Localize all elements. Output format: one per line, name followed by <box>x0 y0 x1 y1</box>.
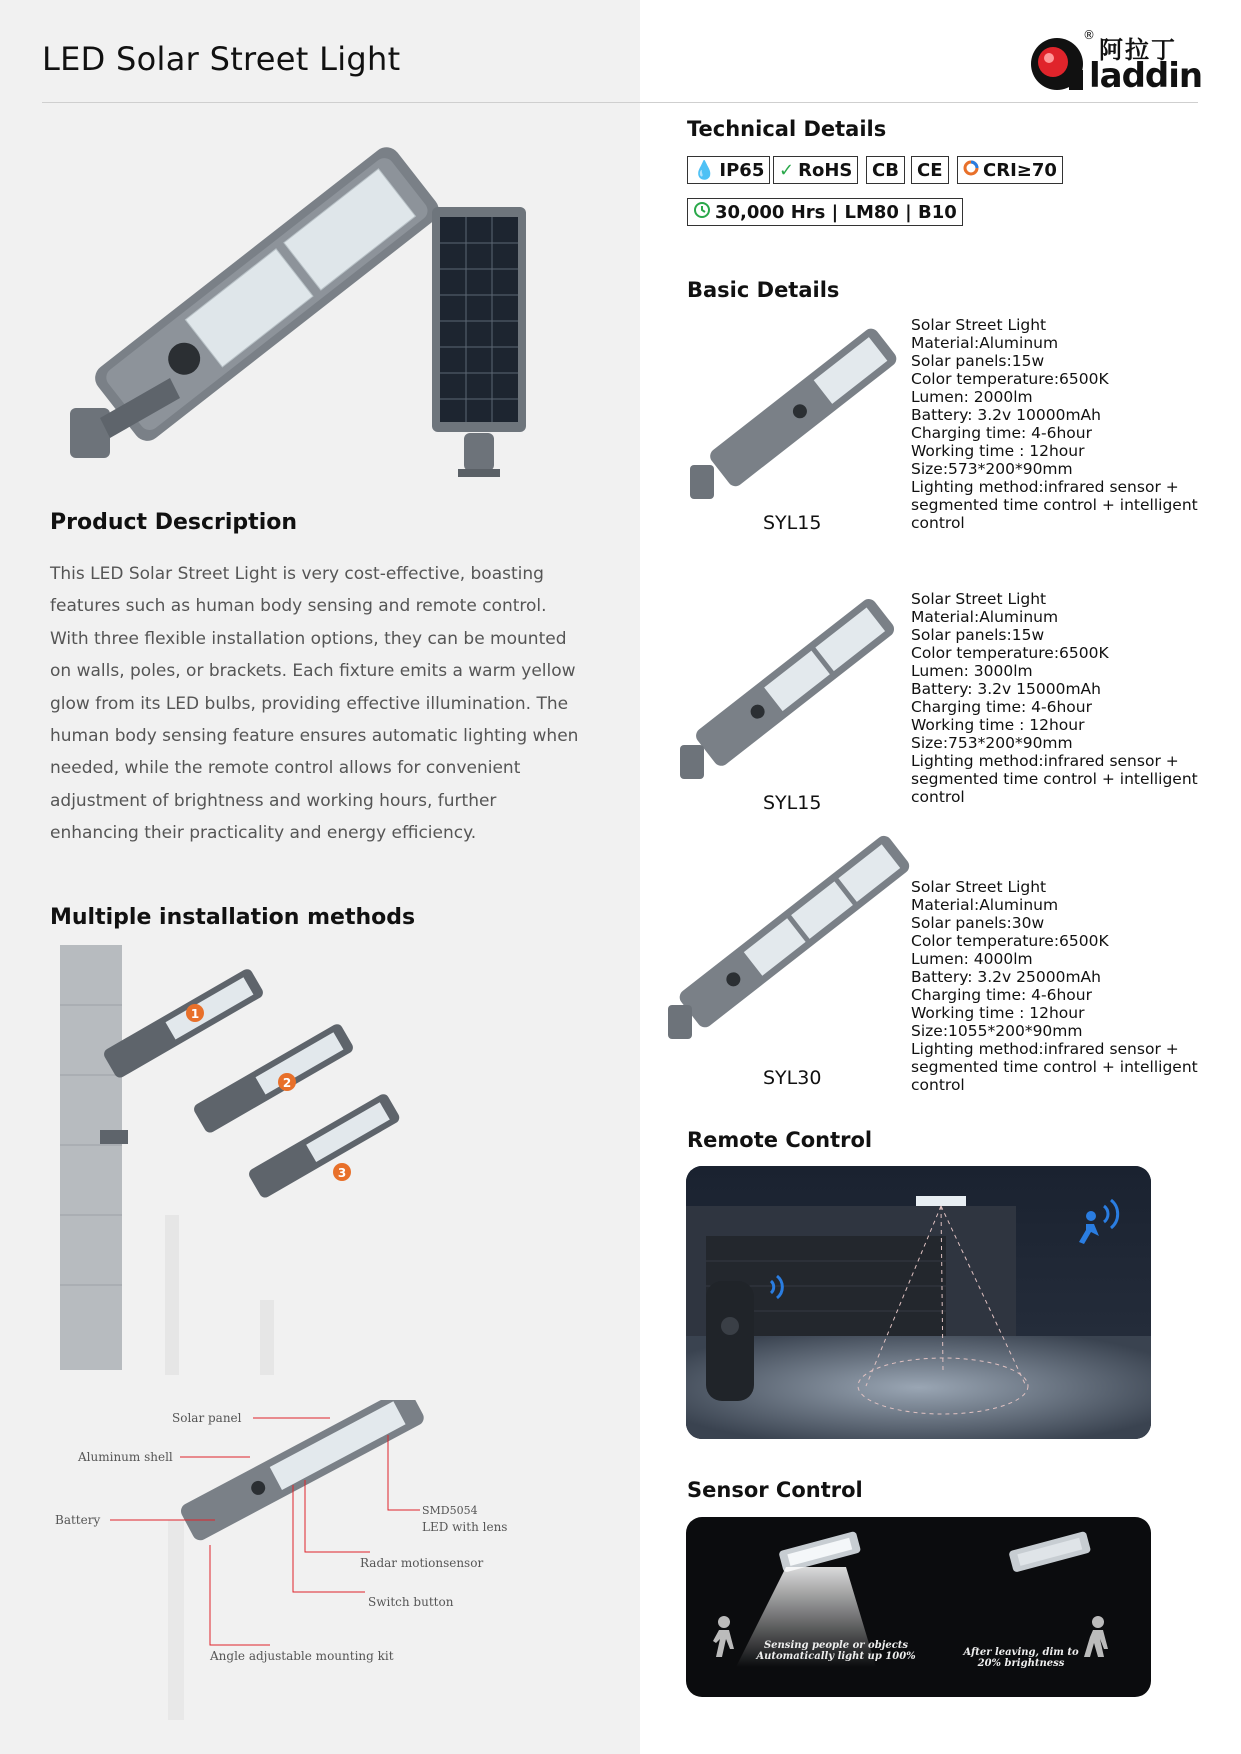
spec-line: Size:753*200*90mm <box>911 734 1073 752</box>
badge-ce: CE <box>911 156 949 184</box>
logo-mark-icon <box>1029 28 1089 98</box>
spec-line: Color temperature:6500K <box>911 644 1109 662</box>
registered-mark: ® <box>1083 28 1095 42</box>
spec-line: Battery: 3.2v 15000mAh <box>911 680 1101 698</box>
step-2-number: 2 <box>282 1076 292 1090</box>
product-model-2: SYL15 <box>763 792 822 814</box>
product-specs-2 <box>911 590 1201 806</box>
header-divider <box>42 102 1198 103</box>
product-model-1: SYL15 <box>763 512 822 534</box>
spec-line: Solar panels:15w <box>911 626 1045 644</box>
spec-line: Material:Aluminum <box>911 896 1059 914</box>
person-icon-right <box>1084 1616 1108 1657</box>
product-description-text: This LED Solar Street Light is very cost-effective, boasting features such as human body sensing and remote control. With three flexible installation options, they can be mounted on walls, poles, or brackets. Each fixture emits a warm yellow glow from its LED bulbs, providing effective illumination. The human body sensing feature ensures automatic lighting when needed, while the remote control allows for convenient adjustment of brightness and working hours, further enhancing their practicality and energy efficiency. <box>50 564 579 844</box>
sensor-caption-left: Sensing people or objects Automatically light up 100% <box>756 1640 916 1662</box>
brand-logo <box>1029 28 1203 98</box>
spec-line: Working time : 12hour <box>911 1004 1085 1022</box>
brand-name: laddin <box>1089 56 1203 96</box>
spec-line: Size:573*200*90mm <box>911 460 1073 478</box>
spec-line: Lumen: 2000lm <box>911 388 1033 406</box>
installation-step-badge <box>278 1073 296 1091</box>
brand-chinese-name: 阿拉丁 <box>1099 36 1177 64</box>
page-title: LED Solar Street Light <box>42 40 401 78</box>
parts-diagram <box>50 1400 530 1720</box>
installation-heading: Multiple installation methods <box>50 905 416 930</box>
badge-lifetime: 30,000 Hrs | LM80 | B10 <box>687 198 963 226</box>
product-model-3: SYL30 <box>763 1067 822 1089</box>
badge-rohs: ✓ RoHS <box>773 156 858 184</box>
leaf-check-icon: ✓ <box>779 159 795 181</box>
product-image-2 <box>675 585 900 790</box>
spec-line: Working time : 12hour <box>911 442 1085 460</box>
spec-line: Solar Street Light <box>911 878 1047 896</box>
installation-step-badge <box>333 1163 351 1181</box>
water-drop-icon: 💧 <box>693 159 716 181</box>
spec-line: Charging time: 4-6hour <box>911 986 1092 1004</box>
spec-line: Color temperature:6500K <box>911 932 1109 950</box>
label-smd: SMD5054 <box>422 1504 478 1517</box>
color-ring-icon <box>963 160 979 181</box>
spec-line: control <box>911 1076 965 1094</box>
spec-line: Size:1055*200*90mm <box>911 1022 1083 1040</box>
technical-details-heading: Technical Details <box>687 117 887 141</box>
solar-panel-image <box>430 205 530 485</box>
remote-control-heading: Remote Control <box>687 1128 873 1152</box>
spec-line: control <box>911 788 965 806</box>
spec-line: Battery: 3.2v 25000mAh <box>911 968 1101 986</box>
spec-line: Charging time: 4-6hour <box>911 424 1092 442</box>
spec-line: Lighting method:infrared sensor + <box>911 1040 1179 1058</box>
product-specs-3 <box>911 878 1201 1094</box>
spec-line: Lumen: 4000lm <box>911 950 1033 968</box>
spec-line: Charging time: 4-6hour <box>911 698 1092 716</box>
badge-ip65: 💧 IP65 <box>687 156 770 184</box>
spec-line: Solar panels:15w <box>911 352 1045 370</box>
label-radar: Radar motionsensor <box>360 1556 484 1570</box>
sensor-control-heading: Sensor Control <box>687 1478 863 1502</box>
spec-line: Battery: 3.2v 10000mAh <box>911 406 1101 424</box>
remote-control-photo <box>686 1166 1151 1439</box>
spec-line: Lumen: 3000lm <box>911 662 1033 680</box>
product-description-heading: Product Description <box>50 510 298 535</box>
installation-illustration <box>60 945 420 1375</box>
label-led-lens: LED with lens <box>422 1520 508 1534</box>
spec-line: Lighting method:infrared sensor + <box>911 478 1179 496</box>
step-3-number: 3 <box>337 1166 347 1180</box>
badge-cri: CRI≥70 <box>957 156 1063 184</box>
spec-line: segmented time control + intelligent <box>911 1058 1198 1076</box>
spec-line: Color temperature:6500K <box>911 370 1109 388</box>
label-switch: Switch button <box>368 1595 454 1609</box>
spec-line: segmented time control + intelligent <box>911 770 1198 788</box>
product-image-1 <box>685 315 900 510</box>
sensor-caption-right: After leaving, dim to 20% brightness <box>963 1647 1079 1669</box>
spec-line: control <box>911 514 965 532</box>
label-battery: Battery <box>55 1513 101 1527</box>
spec-line: Material:Aluminum <box>911 334 1059 352</box>
label-solar-panel: Solar panel <box>172 1411 242 1425</box>
clock-icon <box>693 201 711 224</box>
spec-line: Lighting method:infrared sensor + <box>911 752 1179 770</box>
product-image-3 <box>660 830 920 1050</box>
hero-product-image <box>60 118 480 478</box>
product-specs-1 <box>911 316 1201 532</box>
sensor-control-photo <box>686 1517 1151 1697</box>
spec-line: segmented time control + intelligent <box>911 496 1198 514</box>
spec-line: Solar Street Light <box>911 590 1047 608</box>
step-1-number: 1 <box>190 1007 200 1021</box>
label-mount: Angle adjustable mounting kit <box>210 1649 394 1663</box>
spec-line: Material:Aluminum <box>911 608 1059 626</box>
basic-details-heading: Basic Details <box>687 278 840 302</box>
installation-step-badge <box>186 1004 204 1022</box>
badge-cb: CB <box>866 156 905 184</box>
spec-line: Working time : 12hour <box>911 716 1085 734</box>
person-icon-left <box>713 1616 734 1657</box>
label-aluminum-shell: Aluminum shell <box>78 1450 173 1464</box>
spec-line: Solar panels:30w <box>911 914 1045 932</box>
spec-line: Solar Street Light <box>911 316 1047 334</box>
